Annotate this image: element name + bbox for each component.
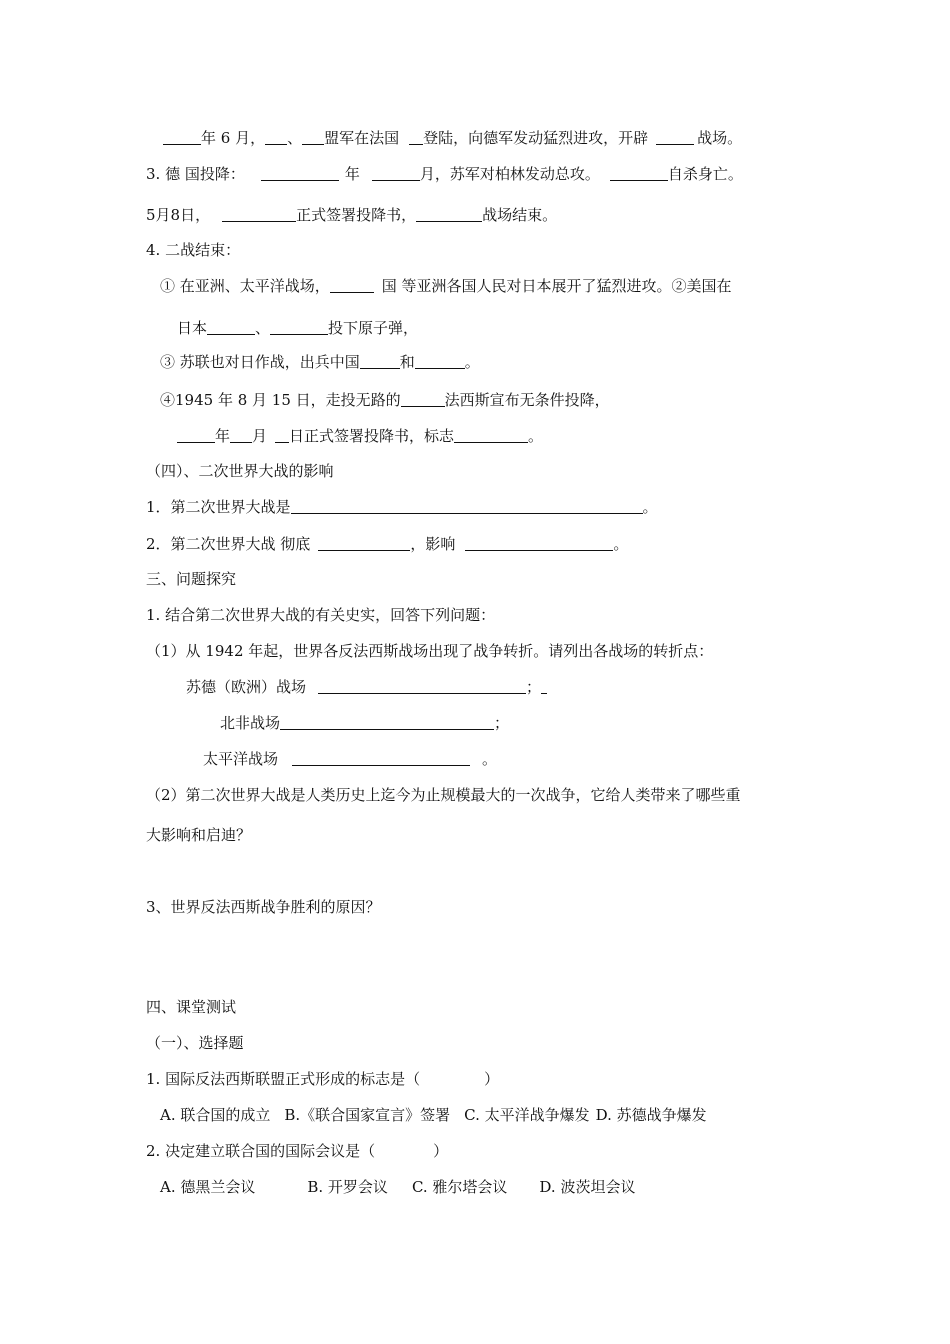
question-stem: 2. 决定建立联合国的国际会议是（ [146,1142,376,1160]
text-segment: 。 [482,750,498,768]
question-stem: 1. 国际反法西斯联盟正式形成的标志是（ [146,1070,421,1088]
blank-year[interactable] [163,128,201,145]
blank-ally-2[interactable] [302,128,324,145]
fill-line-signing [177,426,543,446]
question-influence-1 [146,497,658,517]
text-segment: 3. 德 国投降： [146,165,245,183]
text-segment: 年 [215,427,231,445]
question-explore-1-1 [146,641,713,661]
blank-region-2[interactable] [415,352,465,369]
text-segment: 三、问题探究 [146,570,237,588]
text-segment: 法西斯宣布无条件投降， [444,391,610,409]
question-close: ） [484,1070,500,1088]
blank-front-name[interactable] [656,128,694,145]
fill-line-normandy [163,128,742,148]
blank-answer[interactable] [465,534,613,551]
blank-month[interactable] [372,164,420,181]
text-segment: 和 [399,353,415,371]
blank-country[interactable] [330,276,374,293]
text-segment: 2．第二次世界大战 彻底 [146,535,311,553]
text-segment: 战场。 [697,129,743,147]
text-segment: 年 6 月， [201,129,266,147]
text-segment: 正式签署投降书， [296,206,417,224]
option-a[interactable]: A. 联合国的成立 [160,1106,271,1124]
text-segment: （四）、二次世界大战的影响 [146,462,334,480]
blank-front[interactable] [416,205,482,222]
blank-person[interactable] [610,164,668,181]
text-segment: 四、课堂测试 [146,998,237,1016]
blank-turning-point-pacific[interactable] [292,749,470,766]
fill-line-may8 [146,205,557,225]
text-segment: ，影响 [410,535,456,553]
blank-tail [541,677,547,694]
blank-answer[interactable] [318,534,410,551]
text-segment: 太平洋战场 [203,750,279,768]
text-segment: 日本 [177,319,208,337]
blank-year[interactable] [261,164,339,181]
blank-region-1[interactable] [360,352,400,369]
text-segment: 年 [344,165,360,183]
text-segment: 登陆，向德军发动猛烈进攻，开辟 [423,129,649,147]
text-segment: 苏德（欧洲）战场 [186,678,307,696]
test-question-1-options [160,1105,707,1125]
option-b[interactable]: B. 开罗会议 [307,1178,388,1196]
text-segment: （一）、选择题 [146,1034,244,1052]
text-segment: 月 [252,427,268,445]
section-heading-explore [146,569,236,589]
text-segment: 。 [464,353,480,371]
text-segment: ③ 苏联也对日作战，出兵中国 [160,353,360,371]
option-d[interactable]: D. 波茨坦会议 [539,1178,636,1196]
blank-city-1[interactable] [207,318,255,335]
text-segment: 、 [255,319,271,337]
fill-line-japan-surrender [160,390,610,410]
text-segment: 1. 结合第二次世界大战的有关史实，回答下列问题： [146,606,496,624]
front-africa-line [220,713,509,733]
text-segment: 日正式签署投降书，标志 [289,427,455,445]
text-segment: 。 [613,535,629,553]
text-segment: 、 [287,129,303,147]
text-segment: ； [526,678,542,696]
text-segment: 。 [642,498,658,516]
heading-war-end [146,240,240,260]
blank-significance[interactable] [454,426,528,443]
blank-answer[interactable] [291,497,643,514]
text-segment: 5月8日， [146,206,211,224]
fill-line-germany-surrender [146,164,743,184]
text-segment: ① 在亚洲、太平洋战场， [160,277,330,295]
fill-line-atomic-bomb [177,318,418,338]
text-segment: 月，苏军对柏林发动总攻。 [419,165,600,183]
text-segment: 战场结束。 [482,206,558,224]
test-question-1 [146,1069,499,1089]
question-explore-1 [146,605,495,625]
text-segment: 盟军在法国 [324,129,400,147]
section-heading-test [146,997,236,1017]
fill-line-asia-pacific [160,276,732,296]
option-c[interactable]: C. 雅尔塔会议 [411,1178,508,1196]
sub-heading-choice [146,1033,244,1053]
text-segment: 1．第二次世界大战是 [146,498,291,516]
text-segment: （2）第二次世界大战是人类历史上迄今为止规模最大的一次战争，它给人类带来了哪些重 [146,786,741,804]
section-heading-influence [146,461,334,481]
blank-day[interactable] [275,426,289,443]
blank-year[interactable] [177,426,215,443]
question-influence-2 [146,534,628,554]
text-segment: 。 [528,427,544,445]
text-segment: （1）从 1942 年起，世界各反法西斯战场出现了战争转折。请列出各战场的转折点： [146,642,714,660]
text-segment: ； [494,714,510,732]
blank-turning-point-africa[interactable] [280,713,494,730]
text-segment: 4. 二战结束： [146,241,241,259]
front-pacific-line [203,749,497,769]
option-a[interactable]: A. 德黑兰会议 [160,1178,256,1196]
question-close: ） [433,1142,449,1160]
blank-country[interactable] [401,390,445,407]
option-b[interactable]: B.《联合国家宣言》签署 [284,1106,451,1124]
blank-city-2[interactable] [270,318,328,335]
question-explore-1-2 [146,785,741,805]
blank-party[interactable] [222,205,296,222]
question-explore-1-2-cont [146,825,251,845]
text-segment: 投下原子弹， [328,319,419,337]
test-question-2 [146,1141,448,1161]
text-segment: 北非战场 [220,714,281,732]
text-segment: 自杀身亡。 [667,165,743,183]
blank-month[interactable] [230,426,252,443]
front-ussr-line [186,677,547,697]
text-segment: 3、世界反法西斯战争胜利的原因？ [146,898,381,916]
option-d[interactable]: D. 苏德战争爆发 [595,1106,707,1124]
test-question-2-options [160,1177,635,1197]
blank-turning-point-ussr[interactable] [318,677,526,694]
question-explore-3 [146,897,381,917]
text-segment: 国 等亚洲各国人民对日本展开了猛烈进攻。②美国在 [381,277,732,295]
option-c[interactable]: C. 太平洋战争爆发 [464,1106,590,1124]
text-segment: ④1945 年 8 月 15 日，走投无路的 [160,391,401,409]
blank-landing-site[interactable] [409,128,423,145]
text-segment: 大影响和启迪？ [146,826,252,844]
fill-line-ussr-japan [160,352,480,372]
blank-ally-1[interactable] [265,128,287,145]
